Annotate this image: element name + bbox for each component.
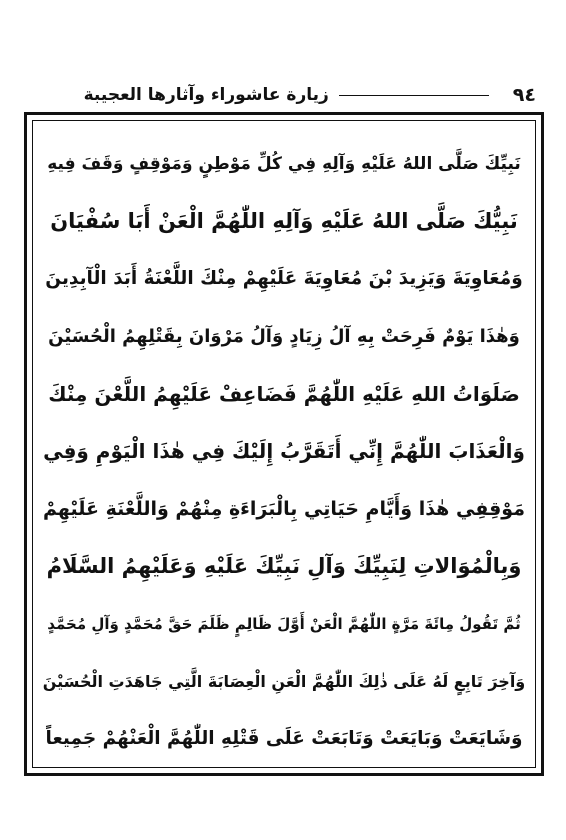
text-line-5: صَلَوَاتُ اللهِ عَلَيْهِ اللّٰهُمَّ فَضَاعِفْ عَلَيْهِمُ اللَّعْنَ مِنْكَ — [48, 381, 520, 406]
text-line-2: نَبِيُّكَ صَلَّى اللهُ عَلَيْهِ وَآلِهِ اللّٰهُمَّ الْعَنْ أَبَا سُفْيَانَ — [50, 209, 518, 234]
text-line-1: نَبِيِّكَ صَلَّى اللهُ عَلَيْهِ وَآلِهِ فِي كُلِّ مَوْطِنٍ وَمَوْقِفٍ وَقَفَ فِيهِ — [47, 153, 521, 174]
text-line-8: وَبِالْمُوَالاتِ لِنَبِيِّكَ وَآلِ نَبِيِّكَ عَلَيْهِ وَعَلَيْهِمُ السَّلَامُ — [46, 554, 522, 579]
text-line-9: ثُمَّ تَقُولُ مِائَةَ مَرَّةٍ اللّٰهُمَّ الْعَنْ أَوَّلَ ظَالِمٍ ظَلَمَ حَقَّ مُحَمَّدٍ وَآلِ مُحَمَّدٍ — [47, 614, 521, 633]
text-line-11: وَشَايَعَتْ وَبَايَعَتْ وَتَابَعَتْ عَلَى قَتْلِهِ اللّٰهُمَّ الْعَنْهُمْ جَمِيعاً — [45, 728, 523, 750]
text-line-6: وَالْعَذَابَ اللّٰهُمَّ إِنِّي أَتَقَرَّبُ إِلَيْكَ فِي هٰذَا الْيَوْمِ وَفِي — [43, 439, 525, 464]
text-line-3: وَمُعَاوِيَةَ وَيَزِيدَ بْنَ مُعَاوِيَةَ عَلَيْهِمْ مِنْكَ اللَّعْنَةُ أَبَدَ الْآبِدِينَ — [45, 268, 523, 290]
text-line-7: مَوْقِفِي هٰذَا وَأَيَّامِ حَيَاتِي بِالْبَرَاءَةِ مِنْهُمْ وَاللَّعْنَةِ عَلَيْهِمْ — [43, 497, 525, 520]
text-line-4: وَهٰذَا يَوْمٌ فَرِحَتْ بِهِ آلُ زِيَادٍ وَآلُ مَرْوَانَ بِقَتْلِهِمُ الْحُسَيْنَ — [48, 325, 520, 347]
running-title: زيارة عاشوراء وآثارها العجيبة — [83, 85, 329, 105]
text-frame-outer — [24, 112, 544, 776]
text-frame-inner — [32, 120, 536, 768]
page-number: ٩٤ — [512, 84, 536, 106]
header-rule — [339, 95, 489, 96]
supplication-text — [43, 135, 525, 757]
page-header — [24, 80, 542, 110]
text-line-10: وَآخِرَ تَابِعٍ لَهُ عَلَى ذٰلِكَ اللّٰهُمَّ الْعَنِ الْعِصَابَةَ الَّتِي جَاهَدَتِ الْحُسَيْنَ — [43, 671, 525, 691]
